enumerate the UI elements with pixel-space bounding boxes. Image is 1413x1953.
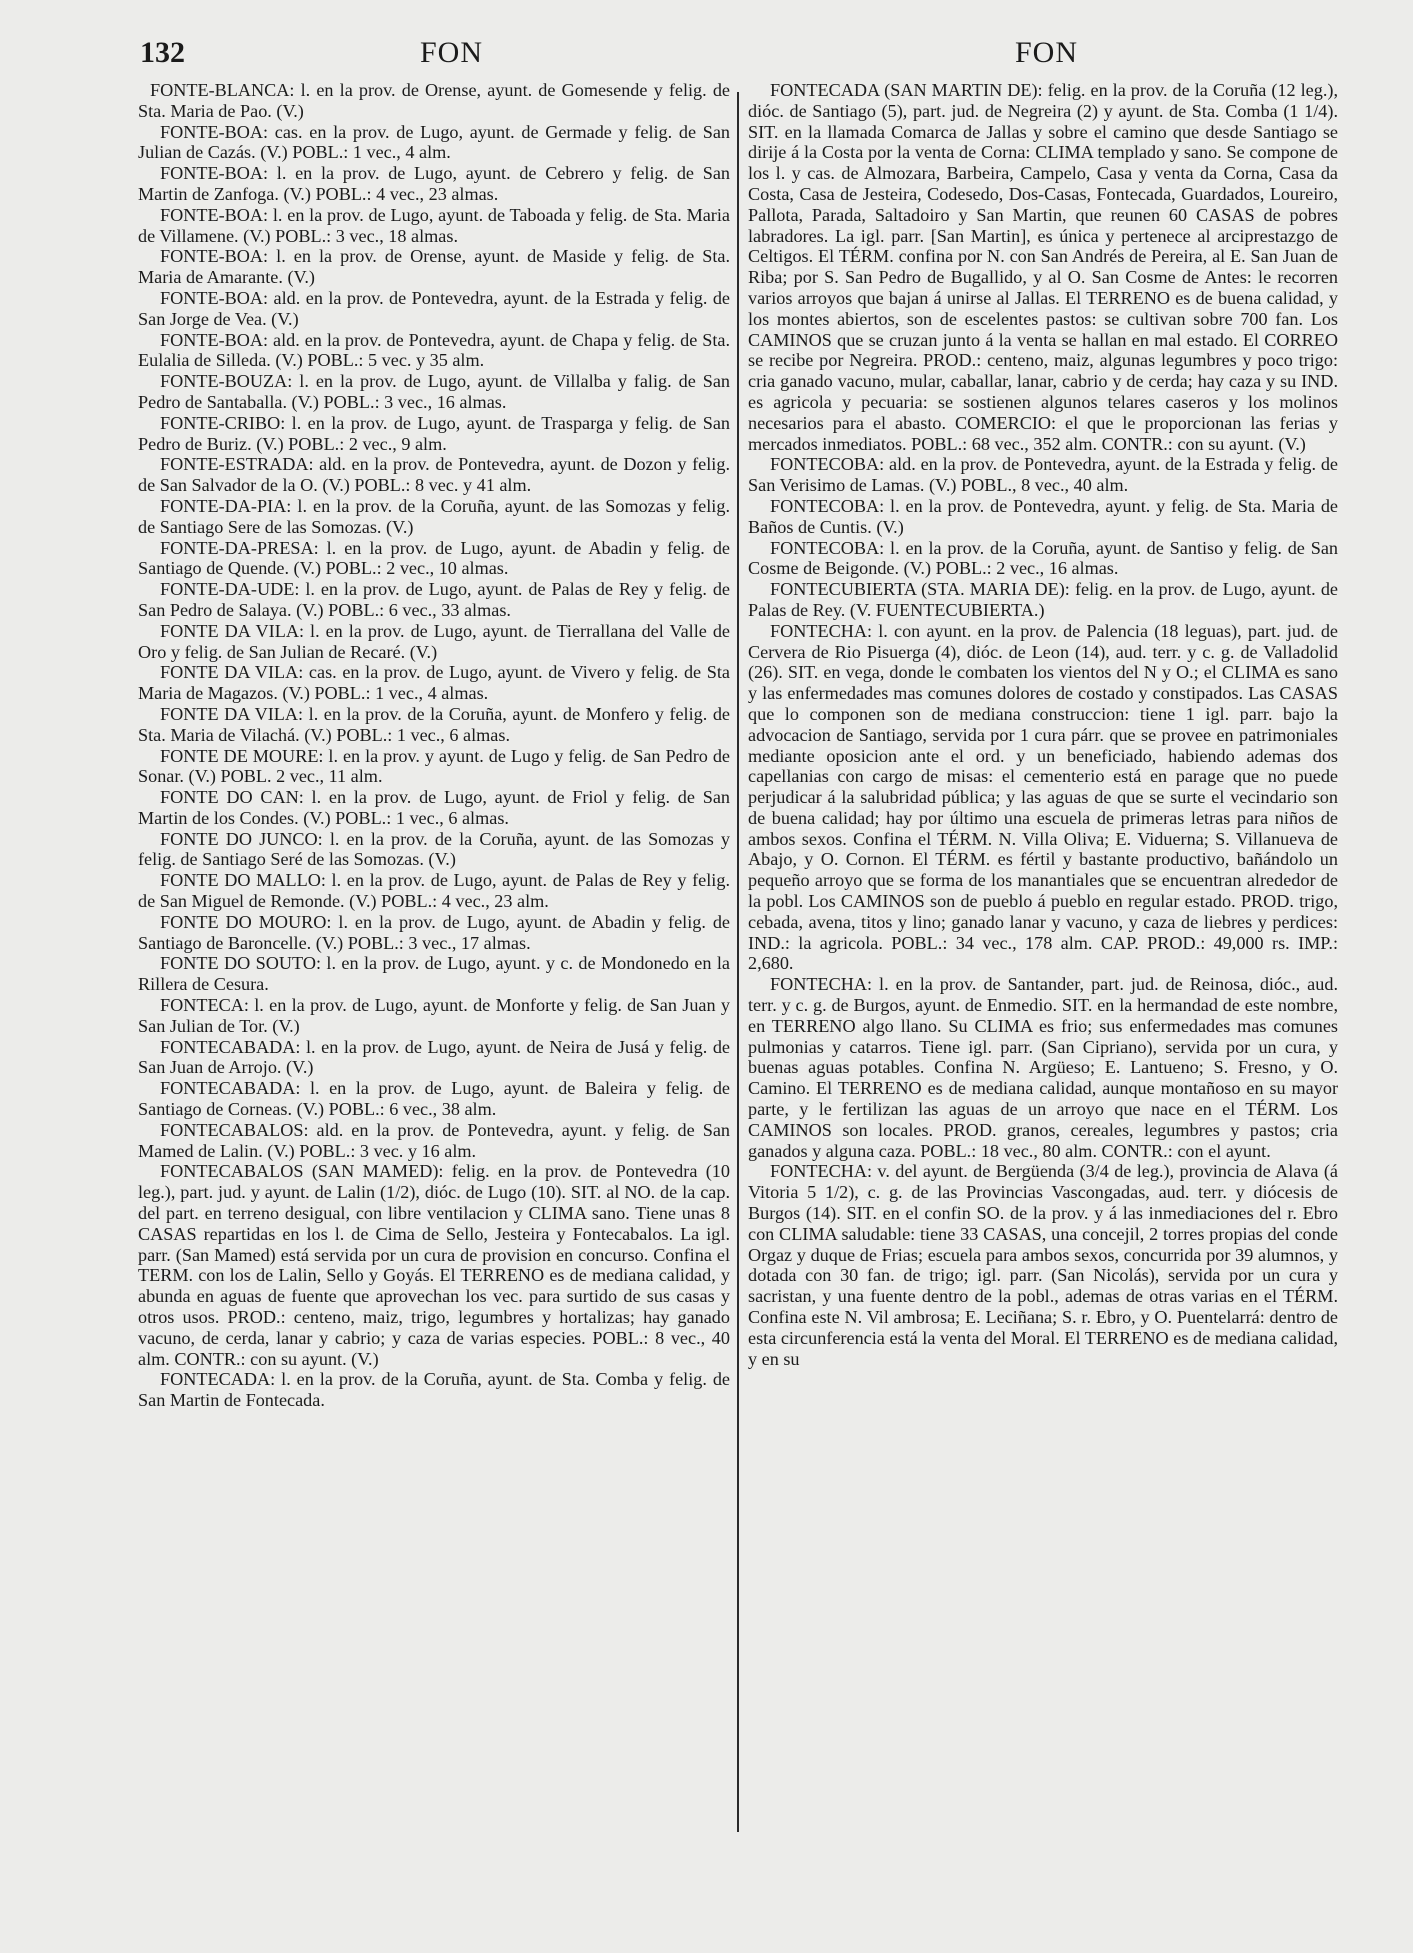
dictionary-entry: FONTE DO JUNCO: l. en la prov. de la Coruña, ayunt. de las Somozas y felig. de Santiago Seré de las Somozas. (V.) [138,828,730,870]
left-column [138,80,730,1411]
dictionary-entry: FONTECA: l. en la prov. de Lugo, ayunt. de Monforte y felig. de San Juan y San Julian de Tor. (V.) [138,995,730,1036]
dictionary-entry: FONTE-BOA: l. en la prov. de Lugo, ayunt. de Taboada y felig. de Sta. Maria de Villamene. (V.) POBL.: 3 vec., 18 almas. [138,204,730,246]
dictionary-entry: FONTE-BOA: ald. en la prov. de Pontevedra, ayunt. de Chapa y felig. de Sta. Eulalia de Silleda. (V.) POBL.: 5 vec. y 35 alm. [138,329,730,371]
dictionary-entry: FONTECABADA: l. en la prov. de Lugo, ayunt. de Neira de Jusá y felig. de San Juan de Arrojo. (V.) [138,1036,730,1078]
dictionary-entry: FONTE-BOA: l. en la prov. de Orense, ayunt. de Maside y felig. de Sta. Maria de Amarante. (V.) [138,246,730,288]
dictionary-entry: FONTE-BOA: l. en la prov. de Lugo, ayunt. de Cebrero y felig. de San Martin de Zanfoga. (V.) POBL.: 4 vec., 23 almas. [138,163,730,204]
dictionary-entry: FONTE-DA-PRESA: l. en la prov. de Lugo, ayunt. de Abadin y felig. de Santiago de Quende. (V.) POBL.: 2 vec., 10 almas. [138,537,730,579]
dictionary-entry: FONTE DA VILA: l. en la prov. de Lugo, ayunt. de Tierrallana del Valle de Oro y felig. de San Julian de Recaré. (V.) [138,620,730,662]
dictionary-entry: FONTECHA: l. con ayunt. en la prov. de Palencia (18 leguas), part. jud. de Cervera de Rio Pisuerga (4), dióc. de Leon (14), aud. terr. y c. g. de Valladolid (26). SIT. en vega, donde le combaten los vientos del N y O.; el CLIMA es sano y las enfermedades mas comunes dolores de costado y constipados. Las CASAS que lo componen son de mediana construccion: tiene 1 igl. parr. bajo la advocacion de Santiago, servida por 1 cura párr. que se provee en patrimoniales mediante oposicion ante el ord. y un beneficiado, habiendo ademas dos capellanias con cargo de misas: el cementerio está en parage que no puede perjudicar á la salubridad pública; y las aguas de que se surte el vecindario son de buena calidad; hay por último una escuela de primeras letras para niños de ambos sexos. Confina el TÉRM. N. Villa Oliva; E. Viduerna; S. Villanueva de Abajo, y O. Cornon. El TÉRM. es fértil y bastante productivo, bañándolo un pequeño arroyo que se forma de los manantiales que se encuentran alrededor de la pobl. Los CAMINOS son de pueblo á pueblo en regular estado. PROD. trigo, cebada, avena, titos y lino; ganado lanar y vacuno, y caza de liebres y perdices: IND.: la agricola. POBL.: 34 vec., 178 alm. CAP. PROD.: 49,000 rs. IMP.: 2,680. [748,620,1338,974]
dictionary-entry: FONTE DA VILA: cas. en la prov. de Lugo, ayunt. de Vivero y felig. de Sta Maria de Magazos. (V.) POBL.: 1 vec., 4 almas. [138,662,730,704]
dictionary-entry: FONTECOBA: ald. en la prov. de Pontevedra, ayunt. de la Estrada y felig. de San Verisimo de Lamas. (V.) POBL., 8 vec., 40 alm. [748,454,1338,496]
dictionary-entry: FONTE DO SOUTO: l. en la prov. de Lugo, ayunt. y c. de Mondonedo en la Rillera de Cesura. [138,953,730,995]
dictionary-entry: FONTECADA (SAN MARTIN DE): felig. en la prov. de la Coruña (12 leg.), dióc. de Santiago (5), part. jud. de Negreira (2) y ayunt. de Sta. Comba (1 1/4). SIT. en la llamada Comarca de Jallas y sobre el camino que desde Santiago se dirije á la Costa por la venta de Corna: CLIMA templado y sano. Se compone de los l. y cas. de Almozara, Barbeira, Campelo, Casa y venta da Corna, Casa da Costa, Casa de Jesteira, Codesedo, Dos-Casas, Fontecada, Guardados, Loureiro, Pallota, Parada, Saltadoiro y San Martin, que reunen 60 CASAS de pobres labradores. La igl. parr. [San Martin], es única y pertenece al arciprestazgo de Celtigos. El TÉRM. confina por N. con San Andrés de Pereira, al E. San Juan de Riba; por S. San Pedro de Bugallido, y al O. San Cosme de Antes: le recorren varios arroyos que bajan á unirse al Jallas. El TERRENO es de buena calidad, y los montes abiertos, son de escelentes pastos: se cultivan sobre 700 fan. Los CAMINOS que se cruzan junto á la venta se hallan en mal estado. El CORREO se recibe por Negreira. PROD.: centeno, maiz, algunas legumbres y poco trigo: cria ganado vacuno, mular, caballar, lanar, cabrio y de cerda; hay caza y su IND. es agricola y pecuaria: se sostienen algunos telares caseros y los molinos necesarios para el abasto. COMERCIO: el que le proporcionan las ferias y mercados inmediatos. POBL.: 68 vec., 352 alm. CONTR.: con su ayunt. (V.) [748,80,1338,454]
dictionary-entry: FONTECHA: l. en la prov. de Santander, part. jud. de Reinosa, dióc., aud. terr. y c. g. de Burgos, ayunt. de Enmedio. SIT. en la hermandad de este nombre, en TERRENO algo llano. Su CLIMA es frio; sus enfermedades mas comunes pulmonias y catarros. Tiene igl. parr. (San Cipriano), servida por un cura, y buenas aguas potables. Confina N. Argüeso; E. Lantueno; S. Fresno, y O. Camino. El TERRENO es de mediana calidad, aunque montañoso en su mayor parte, y le fertilizan las aguas de un arroyo que nace en el TÉRM. Los CAMINOS son locales. PROD. granos, cereales, legumbres y pastos; cria ganados y alguna caza. POBL.: 18 vec., 80 alm. CONTR.: con el ayunt. [748,974,1338,1161]
column-rule [737,92,739,1832]
dictionary-entry: FONTECOBA: l. en la prov. de Pontevedra, ayunt. y felig. de Sta. Maria de Baños de Cuntis. (V.) [748,495,1338,537]
running-head-right: FON [1015,36,1079,69]
right-column [748,80,1338,1369]
dictionary-entry: FONTECOBA: l. en la prov. de la Coruña, ayunt. de Santiso y felig. de San Cosme de Beigonde. (V.) POBL.: 2 vec., 16 almas. [748,537,1338,579]
dictionary-entry: FONTECABADA: l. en la prov. de Lugo, ayunt. de Baleira y felig. de Santiago de Corneas. (V.) POBL.: 6 vec., 38 alm. [138,1078,730,1120]
dictionary-entry: FONTECABALOS (SAN MAMED): felig. en la prov. de Pontevedra (10 leg.), part. jud. y ayunt. de Lalin (1/2), dióc. de Lugo (10). SIT. al NO. de la cap. del part. en terreno desigual, con libre ventilacion y CLIMA sano. Tiene unas 8 CASAS repartidas en los l. de Cima de Sello, Jesteira y Fontecabalos. La igl. parr. (San Mamed) está servida por un cura de provision en concurso. Confina el TERM. con los de Lalin, Sello y Goyás. El TERRENO es de mediana calidad, y abunda en aguas de fuente que aprovechan los vec. para surtido de sus casas y otros usos. PROD.: centeno, maiz, trigo, legumbres y hortalizas; hay ganado vacuno, de cerda, lanar y cabrio; y caza de varias especies. POBL.: 8 vec., 40 alm. CONTR.: con su ayunt. (V.) [138,1161,730,1369]
dictionary-entry: FONTE DE MOURE: l. en la prov. y ayunt. de Lugo y felig. de San Pedro de Sonar. (V.) POBL. 2 vec., 11 alm. [138,745,730,787]
dictionary-entry: FONTECADA: l. en la prov. de la Coruña, ayunt. de Sta. Comba y felig. de San Martin de Fontecada. [138,1369,730,1411]
running-head-left: FON [420,36,484,69]
dictionary-entry: FONTE-BOUZA: l. en la prov. de Lugo, ayunt. de Villalba y falig. de San Pedro de Santaballa. (V.) POBL.: 3 vec., 16 almas. [138,371,730,412]
dictionary-entry: FONTECHA: v. del ayunt. de Bergüenda (3/4 de leg.), provincia de Alava (á Vitoria 5 1/2), c. g. de las Provincias Vascongadas, aud. terr. y diócesis de Burgos (14). SIT. en el confin SO. de la prov. y á las inmediaciones del r. Ebro con CLIMA saludable: tiene 33 CASAS, una concejil, 2 torres propias del conde Orgaz y duque de Frias; escuela para ambos sexos, concurrida por 39 alumnos, y dotada con 30 fan. de trigo; igl. parr. (San Nicolás), servida por un cura y sacristan, y una fuente dentro de la pobl., ademas de otras varias en el TÉRM. Confina este N. Vil ambrosa; E. Leciñana; S. r. Ebro, y O. Puentelarrá: dentro de esta circunferencia está la venta del Moral. El TERRENO es de mediana calidad, y en su [748,1161,1338,1369]
dictionary-entry: FONTE-BOA: ald. en la prov. de Pontevedra, ayunt. de la Estrada y felig. de San Jorge de Vea. (V.) [138,287,730,329]
dictionary-entry: FONTE-BLANCA: l. en la prov. de Orense, ayunt. de Gomesende y felig. de Sta. Maria de Pao. (V.) [138,80,730,121]
dictionary-entry: FONTE-BOA: cas. en la prov. de Lugo, ayunt. de Germade y felig. de San Julian de Cazás. (V.) POBL.: 1 vec., 4 alm. [138,121,730,163]
dictionary-entry: FONTE DO MALLO: l. en la prov. de Lugo, ayunt. de Palas de Rey y felig. de San Miguel de Remonde. (V.) POBL.: 4 vec., 23 alm. [138,870,730,912]
dictionary-entry: FONTECABALOS: ald. en la prov. de Pontevedra, ayunt. y felig. de San Mamed de Lalin. (V.) POBL.: 3 vec. y 16 alm. [138,1119,730,1161]
dictionary-entry: FONTE DO MOURO: l. en la prov. de Lugo, ayunt. de Abadin y felig. de Santiago de Baroncelle. (V.) POBL.: 3 vec., 17 almas. [138,911,730,953]
dictionary-entry: FONTECUBIERTA (STA. MARIA DE): felig. en la prov. de Lugo, ayunt. de Palas de Rey. (V. FUENTECUBIERTA.) [748,579,1338,620]
dictionary-entry: FONTE-DA-UDE: l. en la prov. de Lugo, ayunt. de Palas de Rey y felig. de San Pedro de Salaya. (V.) POBL.: 6 vec., 33 almas. [138,579,730,620]
dictionary-entry: FONTE-DA-PIA: l. en la prov. de la Coruña, ayunt. de las Somozas y felig. de Santiago Sere de las Somozas. (V.) [138,495,730,537]
dictionary-entry: FONTE-ESTRADA: ald. en la prov. de Pontevedra, ayunt. de Dozon y felig. de San Salvador de la O. (V.) POBL.: 8 vec. y 41 alm. [138,454,730,496]
dictionary-entry: FONTE-CRIBO: l. en la prov. de Lugo, ayunt. de Trasparga y felig. de San Pedro de Buriz. (V.) POBL.: 2 vec., 9 alm. [138,412,730,454]
dictionary-entry: FONTE DO CAN: l. en la prov. de Lugo, ayunt. de Friol y felig. de San Martin de los Condes. (V.) POBL.: 1 vec., 6 almas. [138,787,730,828]
dictionary-entry: FONTE DA VILA: l. en la prov. de la Coruña, ayunt. de Monfero y felig. de Sta. Maria de Vilachá. (V.) POBL.: 1 vec., 6 almas. [138,703,730,745]
page-number: 132 [140,36,185,69]
